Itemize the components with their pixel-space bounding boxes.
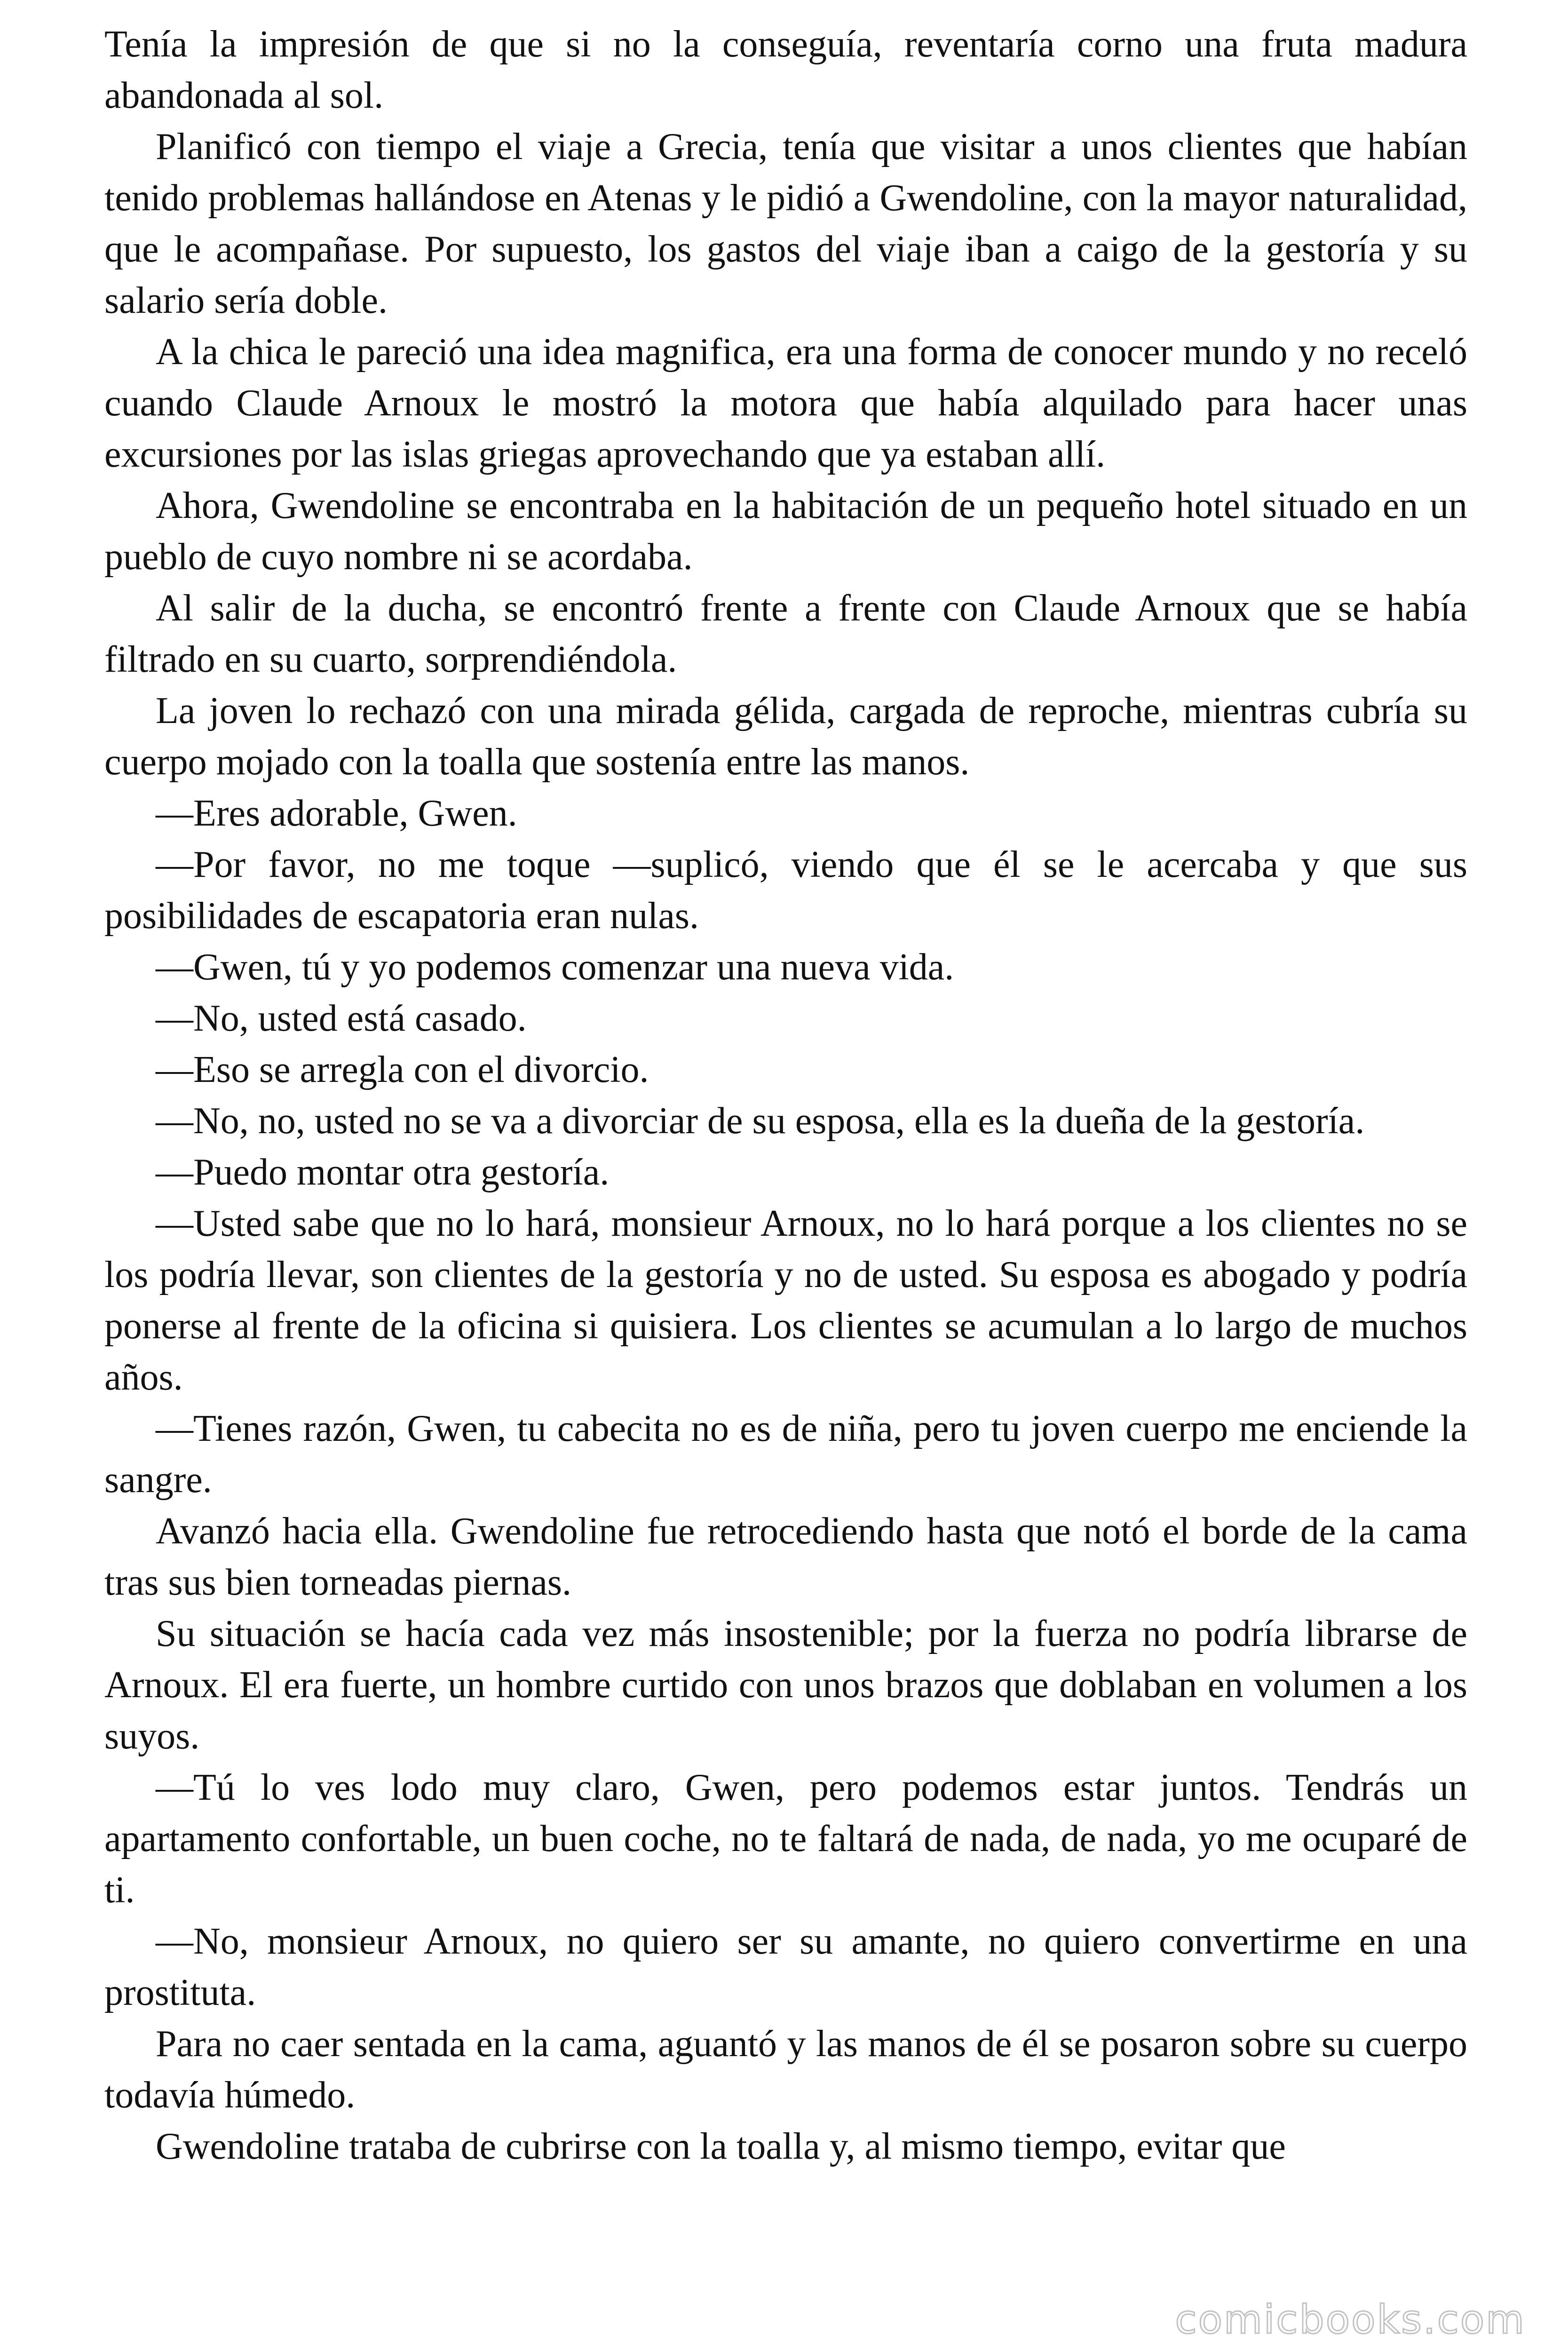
paragraph-8: Su situación se hacía cada vez más insostenible; por la fuerza no podría librarse de Arnoux. El era fuerte, un hombre curtido con unos brazos que doblaban en volumen a los suyos. (104, 1613, 1467, 1757)
dialogue-line-10: —Tú lo ves lodo muy claro, Gwen, pero podemos estar juntos. Tendrás un apartamento confortable, un buen coche, no te faltará de nada, de nada, yo me ocuparé de ti. (104, 1767, 1467, 1911)
dialogue-line-7: —Puedo montar otra gestoría. (156, 1152, 610, 1193)
dialogue-line-4: —No, usted está casado. (156, 998, 527, 1039)
watermark: comicbooks.com (1175, 2296, 1526, 2343)
dialogue-line-8: —Usted sabe que no lo hará, monsieur Arnoux, no lo hará porque a los clientes no se los podría llevar, son clientes de la gestoría y no de usted. Su esposa es abogado y podría ponerse al frente de la oficina si quisiera. Los clientes se acumulan a lo largo de muchos años. (104, 1203, 1467, 1398)
dialogue-line-11: —No, monsieur Arnoux, no quiero ser su amante, no quiero convertirme en una prostituta. (104, 1921, 1467, 2013)
dialogue-line-3: —Gwen, tú y yo podemos comenzar una nueva vida. (156, 946, 954, 988)
paragraph-2: Planificó con tiempo el viaje a Grecia, tenía que visitar a unos clientes que habían tenido problemas hallándose en Atenas y le pidió a Gwendoline, con la mayor naturalidad, que le acompañase. Por supuesto, los gastos del viaje iban a caigo de la gestoría y su salario sería doble. (104, 126, 1467, 321)
paragraph-1: Tenía la impresión de que si no la conseguía, reventaría corno una fruta madura abandonada al sol. (104, 24, 1467, 116)
page-text (104, 19, 1467, 2172)
dialogue-line-9: —Tienes razón, Gwen, tu cabecita no es de niña, pero tu joven cuerpo me enciende la sangre. (104, 1408, 1467, 1501)
paragraph-3: A la chica le pareció una idea magnifica, era una forma de conocer mundo y no receló cuando Claude Arnoux le mostró la motora que había alquilado para hacer unas excursiones por las islas griegas aprovechando que ya estaban allí. (104, 331, 1467, 475)
dialogue-line-2: —Por favor, no me toque —suplicó, viendo que él se le acercaba y que sus posibilidades de escapatoria eran nulas. (104, 844, 1467, 937)
paragraph-6: La joven lo rechazó con una mirada gélida, cargada de reproche, mientras cubría su cuerpo mojado con la toalla que sostenía entre las manos. (104, 690, 1467, 783)
paragraph-9: Para no caer sentada en la cama, aguantó y las manos de él se posaron sobre su cuerpo todavía húmedo. (104, 2023, 1467, 2116)
paragraph-5: Al salir de la ducha, se encontró frente a frente con Claude Arnoux que se había filtrado en su cuarto, sorprendiéndola. (104, 588, 1467, 680)
paragraph-4: Ahora, Gwendoline se encontraba en la habitación de un pequeño hotel situado en un pueblo de cuyo nombre ni se acordaba. (104, 485, 1467, 578)
dialogue-line-5: —Eso se arregla con el divorcio. (156, 1049, 649, 1090)
paragraph-10: Gwendoline trataba de cubrirse con la toalla y, al mismo tiempo, evitar que (156, 2126, 1286, 2167)
paragraph-7: Avanzó hacia ella. Gwendoline fue retrocediendo hasta que notó el borde de la cama tras sus bien torneadas piernas. (104, 1510, 1467, 1603)
dialogue-line-1: —Eres adorable, Gwen. (156, 793, 517, 834)
dialogue-line-6: —No, no, usted no se va a divorciar de su esposa, ella es la dueña de la gestoría. (156, 1100, 1365, 1142)
